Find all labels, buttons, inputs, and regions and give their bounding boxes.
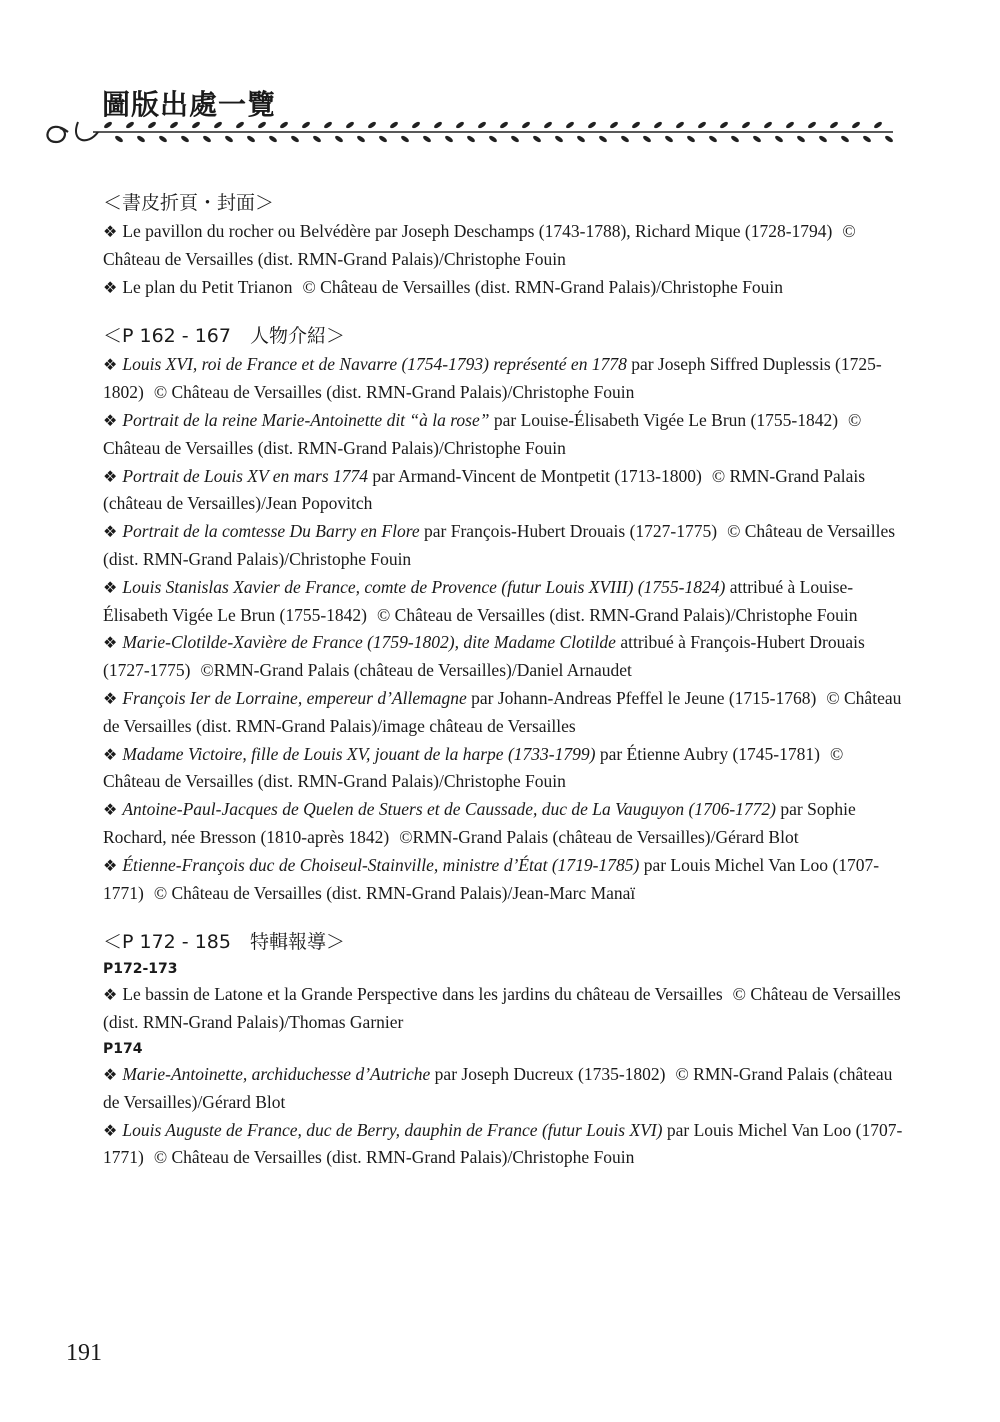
artwork-title: Portrait de la comtesse Du Barry en Flore [122, 521, 420, 542]
artwork-description: par Johann-Andreas Pfeffel le Jeune (1715-1768) [466, 687, 817, 708]
photo-credit: ©RMN-Grand Palais (château de Versailles)/Gérard Blot [399, 826, 799, 847]
credit-entry [103, 741, 903, 797]
diamond-bullet-icon: ❖ [103, 355, 118, 375]
credit-entry [103, 852, 903, 908]
credit-entry [103, 518, 903, 574]
photo-credit: ©RMN-Grand Palais (château de Versailles)/Daniel Arnaudet [200, 660, 632, 681]
artwork-description: par Étienne Aubry (1745-1781) [595, 743, 820, 764]
credit-entry [103, 351, 903, 407]
artwork-description: par Louise-Élisabeth Vigée Le Brun (1755-1842) [489, 409, 839, 430]
credit-entry [103, 407, 903, 463]
artwork-description: par Sophie Rochard, née Bresson (1810-après 1842) [103, 799, 856, 847]
credit-entry [103, 796, 903, 852]
credits-list [103, 188, 903, 1192]
photo-credit: © RMN-Grand Palais (château de Versailles)/Gérard Blot [103, 1063, 893, 1112]
artwork-description: Le pavillon du rocher ou Belvédère par Joseph Deschamps (1743-1788), Richard Mique (1728-1794) [122, 221, 833, 241]
credit-section [103, 927, 903, 1172]
photo-credit: © Château de Versailles (dist. RMN-Grand Palais)/Christophe Fouin [153, 1147, 635, 1168]
artwork-title: François Ier de Lorraine, empereur d’Allemagne [122, 687, 467, 708]
page-subheading: P174 [103, 1040, 143, 1057]
diamond-bullet-icon: ❖ [103, 633, 118, 653]
section-heading: ＜書皮折頁・封面＞ [103, 192, 275, 214]
photo-credit: © Château de Versailles (dist. RMN-Grand Palais)/Christophe Fouin [302, 276, 784, 297]
diamond-bullet-icon: ❖ [103, 800, 118, 820]
vine-ornament-icon [38, 112, 898, 148]
photo-credit: © Château de Versailles (dist. RMN-Grand Palais)/Thomas Garnier [103, 984, 901, 1033]
artwork-title: Marie-Antoinette, archiduchesse d’Autriche [122, 1063, 431, 1084]
artwork-description: par Armand-Vincent de Montpetit (1713-1800) [368, 465, 702, 486]
diamond-bullet-icon: ❖ [103, 466, 118, 486]
artwork-description: attribué à François-Hubert Drouais (1727-1775) [103, 632, 865, 681]
diamond-bullet-icon: ❖ [103, 855, 118, 875]
artwork-title: Portrait de Louis XV en mars 1774 [122, 465, 369, 486]
diamond-bullet-icon: ❖ [103, 522, 118, 542]
diamond-bullet-icon: ❖ [103, 1064, 118, 1084]
artwork-title: Antoine-Paul-Jacques de Quelen de Stuers et de Caussade, duc de La Vauguyon (1706-1772) [122, 799, 777, 820]
credit-entry [103, 1061, 903, 1117]
artwork-description: par Louis Michel Van Loo (1707-1771) [103, 1119, 903, 1168]
page-title: 圖版出處一覽 [102, 88, 277, 121]
credit-section [103, 321, 903, 907]
artwork-description: par François-Hubert Drouais (1727-1775) [419, 521, 718, 542]
credit-entry [103, 629, 903, 685]
diamond-bullet-icon: ❖ [103, 688, 118, 708]
page-subheading: P172-173 [103, 961, 178, 978]
diamond-bullet-icon: ❖ [103, 744, 118, 764]
photo-credit: © Château de Versailles (dist. RMN-Grand Palais)/Jean-Marc Manaï [153, 882, 636, 903]
photo-credit: © Château de Versailles (dist. RMN-Grand Palais)/Christophe Fouin [103, 521, 896, 569]
photo-credit: © Château de Versailles (dist. RMN-Grand Palais)/Christophe Fouin [153, 382, 635, 403]
credit-entry [103, 218, 903, 274]
artwork-description: par Louis Michel Van Loo (1707-1771) [103, 854, 880, 903]
diamond-bullet-icon: ❖ [103, 1120, 118, 1140]
diamond-bullet-icon: ❖ [103, 222, 118, 241]
credit-entry [103, 274, 903, 302]
credit-entry [103, 981, 903, 1037]
artwork-title: Louis Auguste de France, duc de Berry, dauphin de France (futur Louis XVI) [122, 1119, 663, 1140]
credit-entry [103, 574, 903, 630]
artwork-description: attribué à Louise-Élisabeth Vigée Le Brun (1755-1842) [103, 576, 854, 625]
artwork-title: Louis XVI, roi de France et de Navarre (1754-1793) représenté en 1778 [122, 354, 627, 375]
photo-credit: © Château de Versailles (dist. RMN-Grand Palais)/Christophe Fouin [376, 604, 858, 625]
artwork-title: Madame Victoire, fille de Louis XV, jouant de la harpe (1733-1799) [122, 743, 596, 764]
artwork-title: Étienne-François duc de Choiseul-Stainville, ministre d’État (1719-1785) [122, 854, 640, 875]
artwork-title: Louis Stanislas Xavier de France, comte de Provence (futur Louis XVIII) (1755-1824) [122, 576, 726, 597]
photo-credit: © RMN-Grand Palais (château de Versailles)/Jean Popovitch [103, 465, 866, 514]
artwork-title: Marie-Clotilde-Xavière de France (1759-1802), dite Madame Clotilde [122, 632, 616, 653]
photo-credit: © Château de Versailles (dist. RMN-Grand Palais)/image château de Versailles [103, 687, 902, 736]
artwork-description: par Joseph Siffred Duplessis (1725-1802) [103, 354, 882, 403]
credit-entry [103, 463, 903, 519]
credit-entry [103, 1117, 903, 1173]
section-heading: ＜P 172 - 185 特輯報導＞ [103, 931, 345, 954]
page-number: 191 [66, 1340, 102, 1366]
photo-credit: © Château de Versailles (dist. RMN-Grand Palais)/Christophe Fouin [103, 221, 856, 269]
artwork-description: Le plan du Petit Trianon [122, 276, 293, 297]
artwork-title: Portrait de la reine Marie-Antoinette dit “à la rose” [122, 409, 490, 430]
artwork-description: par Joseph Ducreux (1735-1802) [430, 1063, 666, 1084]
photo-credit: © Château de Versailles (dist. RMN-Grand Palais)/Christophe Fouin [103, 743, 844, 792]
photo-credit: © Château de Versailles (dist. RMN-Grand Palais)/Christophe Fouin [103, 409, 862, 458]
diamond-bullet-icon: ❖ [103, 577, 118, 597]
diamond-bullet-icon: ❖ [103, 985, 118, 1005]
diamond-bullet-icon: ❖ [103, 410, 118, 430]
artwork-description: Le bassin de Latone et la Grande Perspective dans les jardins du château de Versailles [122, 984, 723, 1005]
diamond-bullet-icon: ❖ [103, 277, 118, 297]
credit-entry [103, 685, 903, 741]
credit-section [103, 188, 903, 301]
section-heading: ＜P 162 - 167 人物介紹＞ [103, 325, 345, 348]
